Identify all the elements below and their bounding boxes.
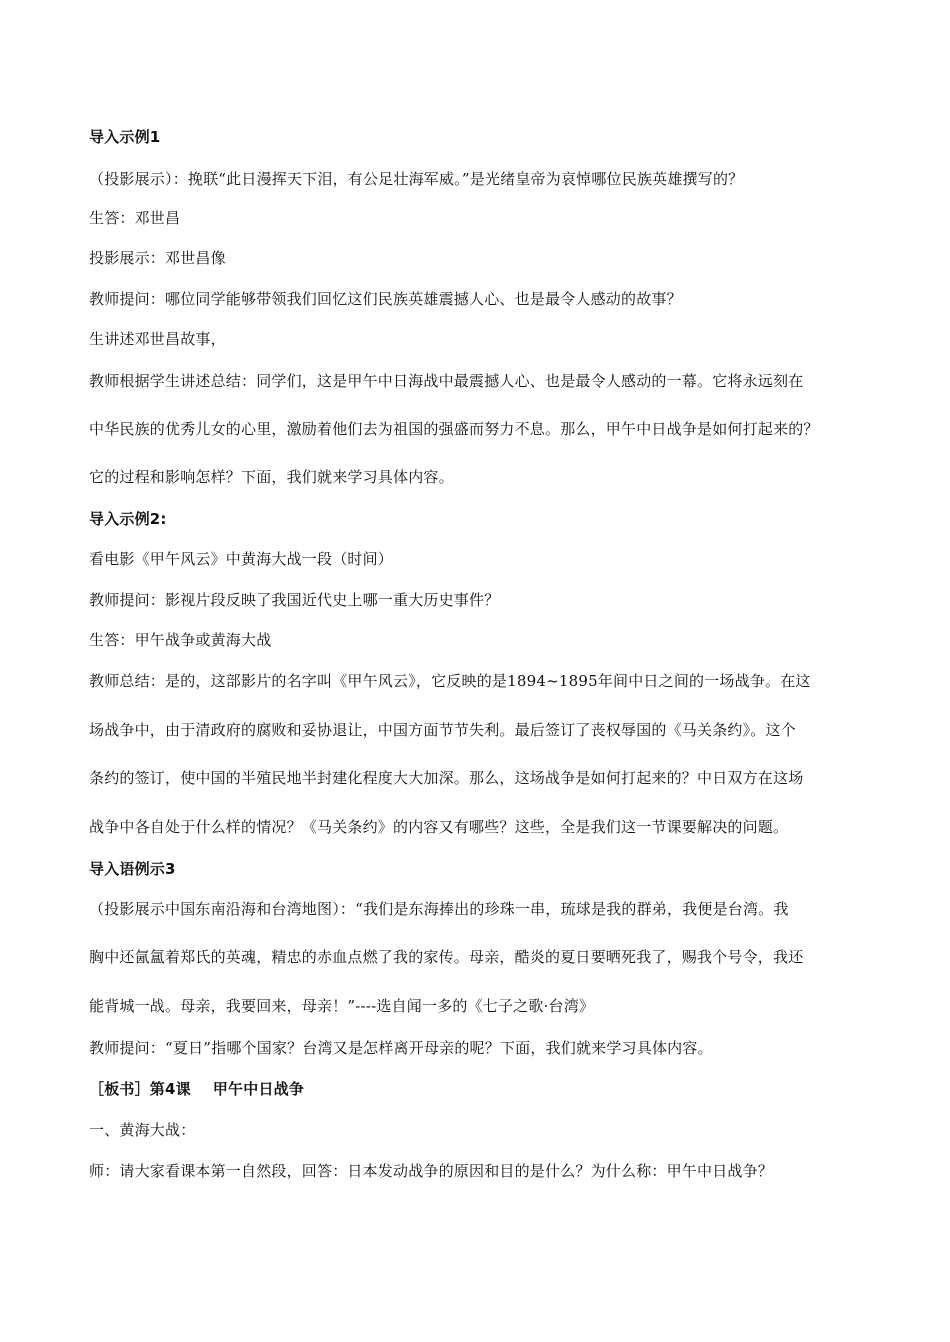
section1-line-5: 生讲述邓世昌故事， (89, 330, 226, 348)
section1-line-3: 投影展示：邓世昌像 (89, 249, 226, 267)
section3-line-4: 教师提问：“夏日”指哪个国家？台湾又是怎样离开母亲的呢？下面，我们就来学习具体内容。 (89, 1039, 713, 1057)
section3-line-3: 能背城一战。母亲，我要回来，母亲！”----选自闻一多的《七子之歌·台湾》 (89, 997, 595, 1015)
section1-line-8: 它的过程和影响怎样？下面，我们就来学习具体内容。 (89, 468, 454, 486)
section2-line-2: 教师提问：影视片段反映了我国近代史上哪一重大历史事件？ (89, 591, 500, 609)
section3-line-2: 胸中还氤氲着郑氏的英魂，精忠的赤血点燃了我的家传。母亲，酷炎的夏日要晒死我了，赐我个号令，我还 (89, 948, 804, 966)
section1-line-6: 教师根据学生讲述总结：同学们，这是甲午中日海战中最震撼人心、也是最令人感动的一幕。它将永远刻在 (89, 372, 804, 390)
section1-line-1: （投影展示）：挽联“此日漫挥天下泪，有公足壮海军威。”是光绪皇帝为哀悼哪位民族英雄撰写的？ (89, 170, 744, 188)
section1-line-4: 教师提问：哪位同学能够带领我们回忆这们民族英雄震撼人心、也是最令人感动的故事？ (89, 290, 682, 308)
section2-heading: 导入示例2: (89, 510, 167, 528)
section1-line-7: 中华民族的优秀儿女的心里，激励着他们去为祖国的强盛而努力不息。那么，甲午中日战争是如何打起来的？ (89, 420, 819, 438)
section1-line-2: 生答：邓世昌 (89, 209, 181, 227)
section2-line-4: 教师总结：是的，这部影片的名字叫《甲午风云》，它反映的是1894~1895年间中日之间的一场战争。在这 (89, 672, 811, 690)
board-heading (89, 1079, 889, 1099)
section2-line-7: 战争中各自处于什么样的情况？《马关条约》的内容又有哪些？这些，全是我们这一节课要解决的问题。 (89, 818, 789, 836)
section2-line-1: 看电影《甲午风云》中黄海大战一段（时间） (89, 550, 394, 568)
section4-line-1: 一、黄海大战： (89, 1121, 196, 1139)
section2-line-6: 条约的签订，使中国的半殖民地半封建化程度大大加深。那么，这场战争是如何打起来的？中日双方在这场 (89, 769, 804, 787)
section4-line-2: 师：请大家看课本第一自然段，回答：日本发动战争的原因和目的是什么？为什么称：甲午中日战争？ (89, 1162, 774, 1180)
section1-heading: 导入示例1 (89, 128, 161, 146)
section3-line-1: （投影展示中国东南沿海和台湾地图）：“我们是东海捧出的珍珠一串，琉球是我的群弟，我便是台湾。我 (89, 900, 789, 918)
board-title: 甲午中日战争 (212, 1080, 305, 1098)
section2-line-5: 场战争中，由于清政府的腐败和妥协退让，中国方面节节失利。最后签订了丧权辱国的《马关条约》。这个 (89, 721, 796, 739)
section3-heading: 导入语例示3 (89, 860, 176, 878)
section2-line-3: 生答：甲午战争或黄海大战 (89, 631, 272, 649)
board-prefix: ［板书］第4课 (89, 1080, 191, 1098)
